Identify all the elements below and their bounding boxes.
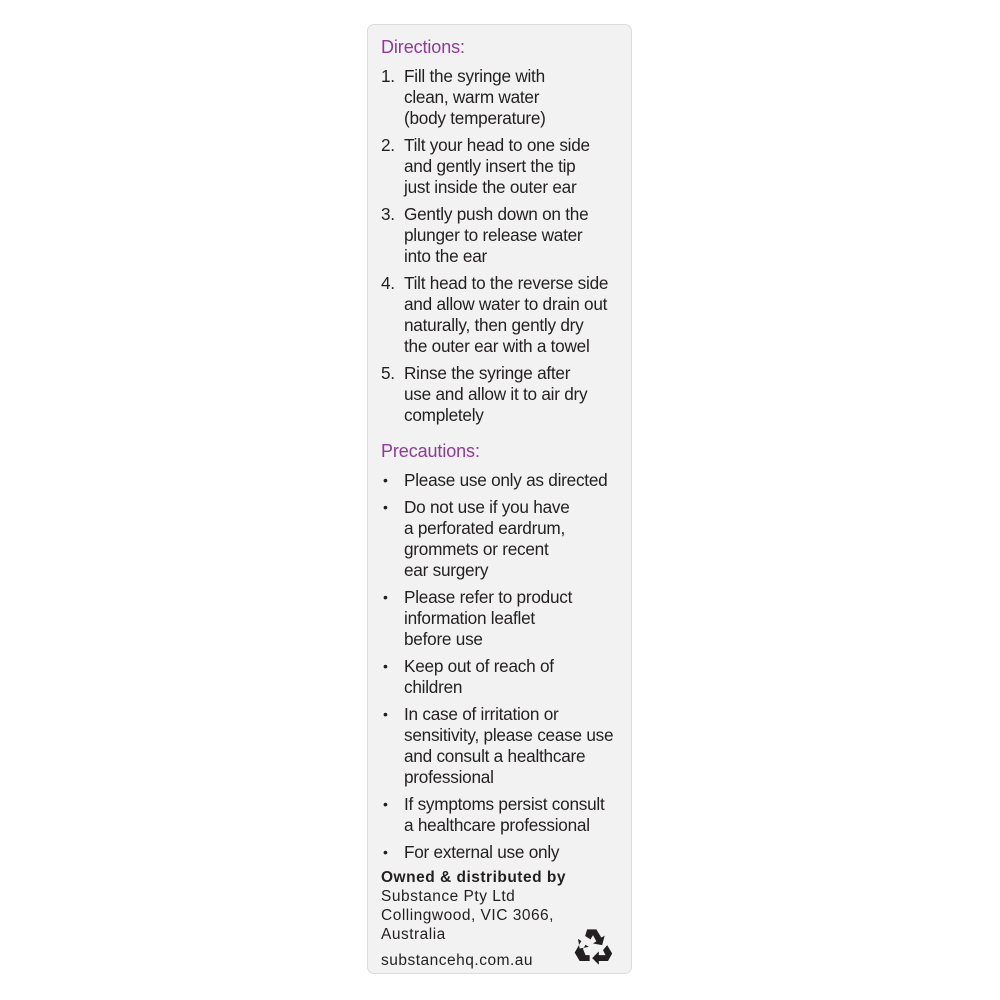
website-link[interactable]: substancehq.com.au <box>381 952 534 969</box>
step-number: 4. <box>381 273 395 293</box>
direction-step <box>381 204 631 267</box>
step-text-line: Fill the syringe with <box>404 66 545 86</box>
step-text-line: into the ear <box>404 246 487 266</box>
precaution-text-line: ear surgery <box>404 560 489 580</box>
precaution-text-line: sensitivity, please cease use <box>404 725 614 745</box>
precautions-heading: Precautions: <box>381 441 480 461</box>
panel-content <box>381 37 631 869</box>
step-text-line: plunger to release water <box>404 225 583 245</box>
precaution-item <box>381 704 631 788</box>
recycle-icon <box>572 926 614 966</box>
step-number: 5. <box>381 363 395 383</box>
precaution-text-line: children <box>404 677 463 697</box>
precaution-item <box>381 842 631 863</box>
step-number: 1. <box>381 66 395 86</box>
precaution-text-line: For external use only <box>404 842 560 862</box>
bullet-icon: • <box>383 706 388 722</box>
precaution-item <box>381 587 631 650</box>
step-text-line: Tilt your head to one side <box>404 135 590 155</box>
step-text-line: and gently insert the tip <box>404 156 576 176</box>
bullet-icon: • <box>383 589 388 605</box>
bullet-icon: • <box>383 796 388 812</box>
owned-distributed-label: Owned & distributed by <box>381 869 566 886</box>
bullet-icon: • <box>383 472 388 488</box>
direction-step <box>381 273 631 357</box>
step-text-line: naturally, then gently dry <box>404 315 584 335</box>
precaution-item <box>381 497 631 581</box>
precaution-text-line: Please refer to product <box>404 587 573 607</box>
precautions-list <box>381 470 631 863</box>
step-text-line: completely <box>404 405 484 425</box>
step-number: 3. <box>381 204 395 224</box>
precaution-text-line: before use <box>404 629 483 649</box>
step-text-line: just inside the outer ear <box>404 177 577 197</box>
company-name: Substance Pty Ltd <box>381 888 516 905</box>
precaution-item <box>381 470 631 491</box>
step-text-line: Gently push down on the <box>404 204 589 224</box>
precaution-text-line: a perforated eardrum, <box>404 518 565 538</box>
step-text-line: Tilt head to the reverse side <box>404 273 609 293</box>
directions-heading: Directions: <box>381 37 465 57</box>
company-city: Collingwood, VIC 3066, <box>381 907 554 924</box>
precaution-text-line: professional <box>404 767 494 787</box>
precaution-text-line: a healthcare professional <box>404 815 590 835</box>
bullet-icon: • <box>383 658 388 674</box>
company-country: Australia <box>381 926 446 943</box>
precaution-item <box>381 656 631 698</box>
precaution-text-line: Do not use if you have <box>404 497 570 517</box>
direction-step <box>381 135 631 198</box>
step-text-line: Rinse the syringe after <box>404 363 571 383</box>
step-text-line: the outer ear with a towel <box>404 336 590 356</box>
precaution-text-line: Keep out of reach of <box>404 656 554 676</box>
step-text-line: (body temperature) <box>404 108 546 128</box>
precaution-item <box>381 794 631 836</box>
precaution-text-line: grommets or recent <box>404 539 549 559</box>
precaution-text-line: information leaflet <box>404 608 535 628</box>
bullet-icon: • <box>383 844 388 860</box>
step-text-line: use and allow it to air dry <box>404 384 588 404</box>
step-number: 2. <box>381 135 395 155</box>
direction-step <box>381 66 631 129</box>
step-text-line: clean, warm water <box>404 87 540 107</box>
directions-panel <box>367 24 632 974</box>
precaution-text-line: and consult a healthcare <box>404 746 586 766</box>
direction-step <box>381 363 631 426</box>
precaution-text-line: Please use only as directed <box>404 470 608 490</box>
precaution-text-line: In case of irritation or <box>404 704 559 724</box>
precaution-text-line: If symptoms persist consult <box>404 794 605 814</box>
bullet-icon: • <box>383 499 388 515</box>
directions-list <box>381 66 631 426</box>
step-text-line: and allow water to drain out <box>404 294 608 314</box>
